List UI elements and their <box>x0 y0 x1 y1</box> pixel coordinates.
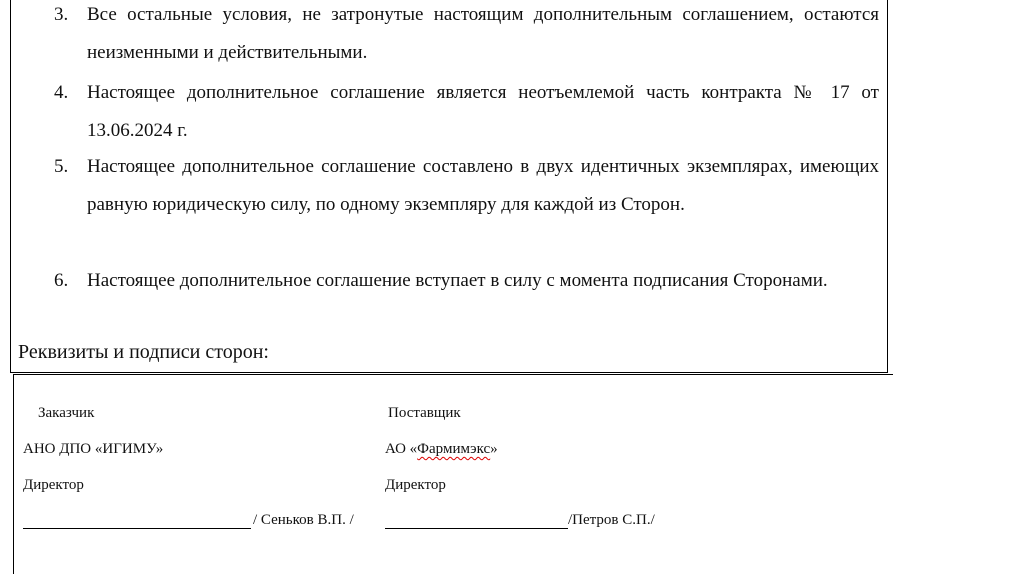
supplier-role: Поставщик <box>388 405 461 421</box>
clause-text: Настоящее дополнительное соглашение является неотъемлемой часть контракта № 17 от 13.06.2024 г. <box>87 82 879 141</box>
table-frame-left <box>13 374 14 574</box>
customer-role: Заказчик <box>38 405 95 421</box>
page-frame-left <box>10 0 11 372</box>
supplier-signature-name: /Петров С.П./ <box>568 512 655 528</box>
table-frame-top <box>13 374 893 375</box>
requisites-title: Реквизиты и подписи сторон: <box>18 341 269 363</box>
clause-number: 4. <box>54 82 69 103</box>
clause-number: 3. <box>54 4 69 25</box>
page-frame-bottom <box>10 372 888 373</box>
clause-text: Настоящее дополнительное соглашение вступает в силу с момента подписания Сторонами. <box>87 270 828 291</box>
customer-signature-name: / Сеньков В.П. / <box>253 512 354 528</box>
supplier-org-name: Фармимэкс <box>417 441 491 457</box>
supplier-org <box>385 441 498 458</box>
customer-org: АНО ДПО «ИГИМУ» <box>23 441 164 457</box>
clause-number: 6. <box>54 270 69 291</box>
page-frame-right <box>887 0 888 372</box>
supplier-signature-line <box>385 528 568 529</box>
clause-number: 5. <box>54 156 69 177</box>
supplier-org-prefix: АО « <box>385 441 418 457</box>
supplier-org-suffix: » <box>490 441 498 457</box>
customer-position: Директор <box>23 477 84 493</box>
supplier-position: Директор <box>385 477 446 493</box>
clause-text: Все остальные условия, не затронутые настоящим дополнительным соглашением, остаются неизменными и действительными. <box>87 4 879 63</box>
clause-text: Настоящее дополнительное соглашение составлено в двух идентичных экземплярах, имеющих равную юридическую силу, по одному экземпляру для каждой из Сторон. <box>87 156 879 215</box>
customer-signature-line <box>23 528 251 529</box>
